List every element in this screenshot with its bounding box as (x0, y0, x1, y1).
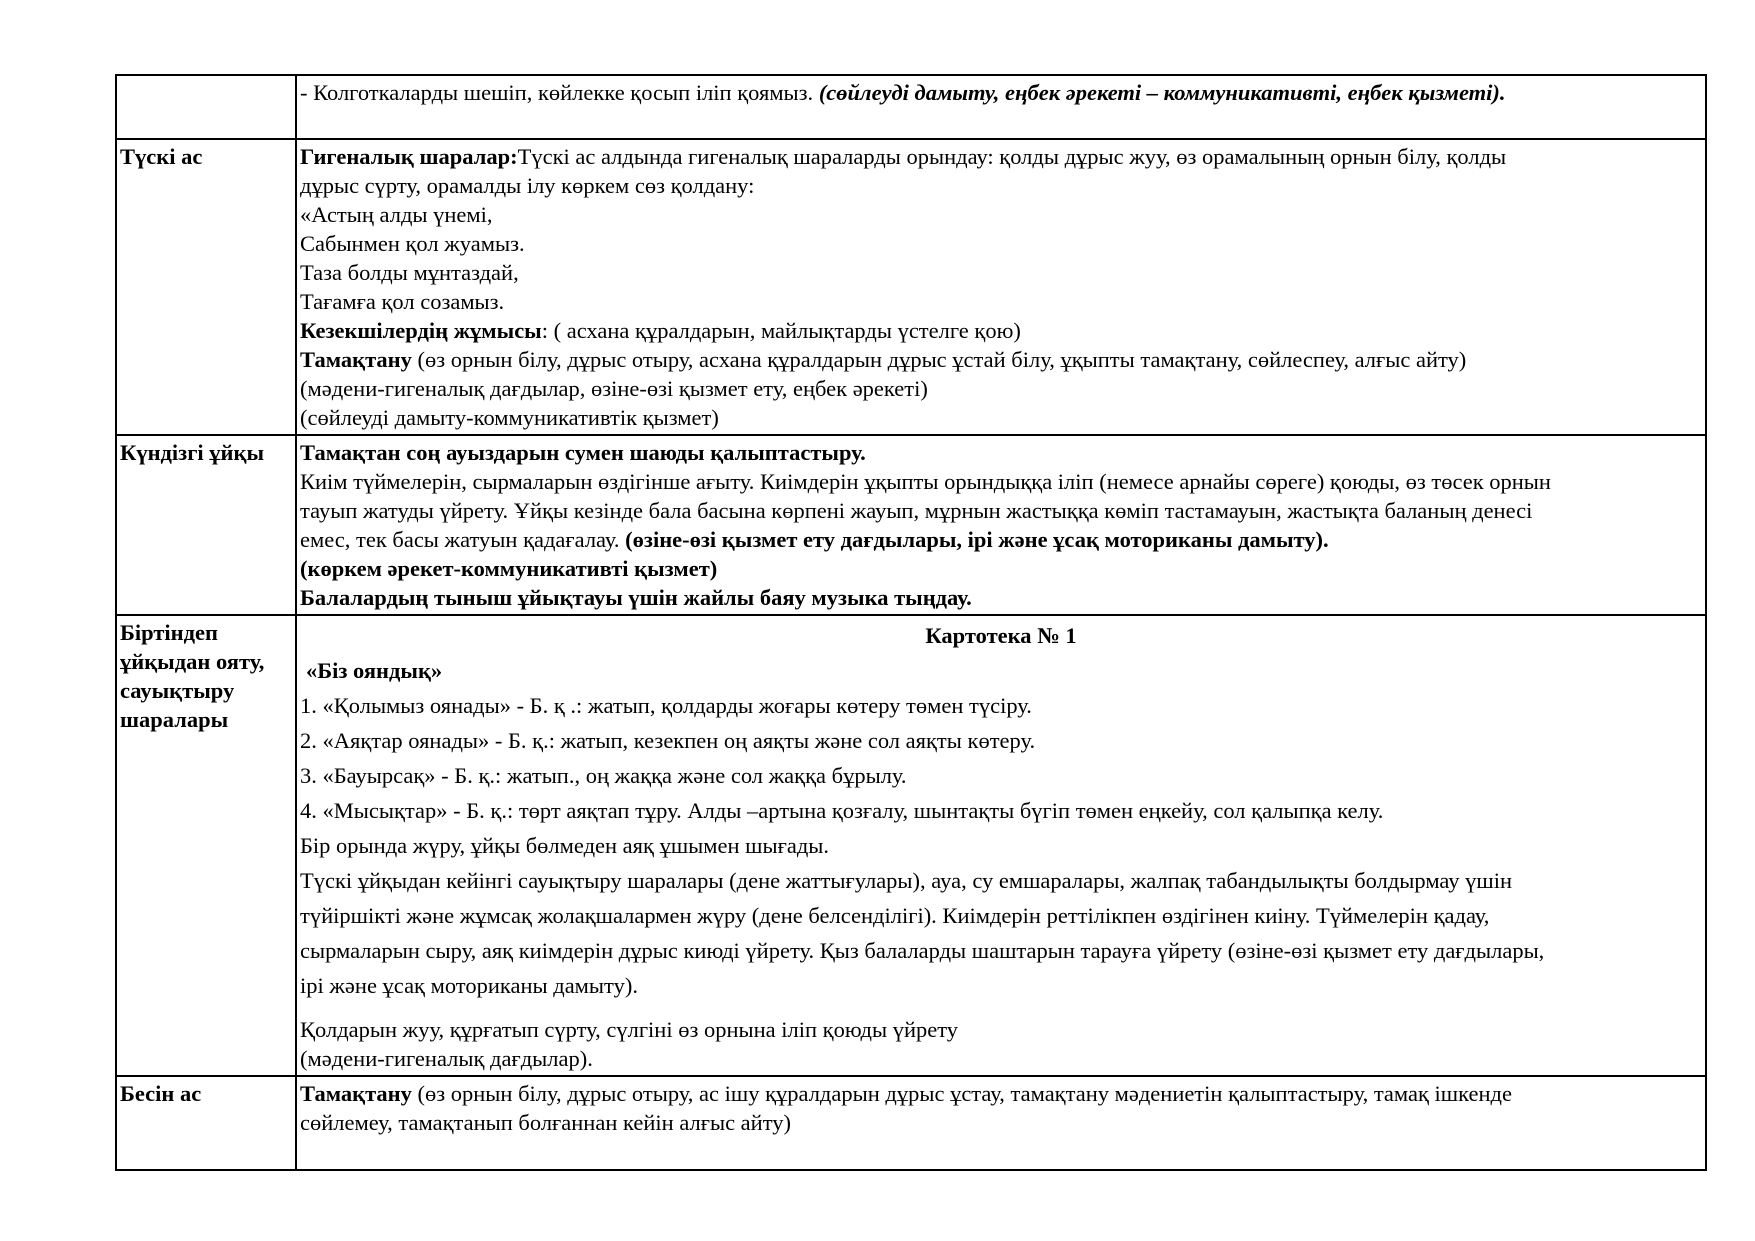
eating-heading: Тамақтану (300, 1081, 412, 1106)
text: : ( асхана құралдарын, майлықтарды үстелге қою) (541, 318, 1021, 343)
text: - Колготкаларды шешіп, көйлекке қосып іліп қоямыз. (300, 80, 819, 105)
text-line (300, 78, 1702, 107)
row-label: Түскі ас (116, 139, 296, 435)
table-row (116, 1076, 1706, 1170)
text-line (300, 316, 1702, 345)
eating-heading: Тамақтану (300, 347, 412, 372)
row-content (296, 615, 1706, 1076)
text: (өз орнын білу, дұрыс отыру, ас ішу құралдарын дұрыс ұстау, тамақтану мәдениетін қалыптастыру, тамақ ішкенде (411, 1081, 1512, 1106)
row-label: Бесін ас (116, 1076, 296, 1170)
text-line: (мәдени-гигеналық дағдылар, өзіне-өзі қызмет ету, еңбек әрекеті) (300, 376, 928, 401)
text-line: ірі және ұсақ моториканы дамыту). (300, 973, 638, 998)
text-line: сөйлемеу, тамақтанып болғаннан кейін алғыс айту) (300, 1110, 791, 1135)
spacer (300, 1003, 1702, 1015)
text-line: тауып жатуды үйрету. Ұйқы кезінде бала басына көрпені жауып, мұрнын жастыққа көміп тастамауын, жастықта баланың денесі (300, 498, 1533, 523)
row-content (296, 139, 1706, 435)
list-item: 3. «Бауырсақ» - Б. қ.: жатып., оң жаққа және сол жаққа бұрылу. (300, 763, 907, 788)
list-item: 1. «Қолымыз оянады» - Б. қ .: жатып, қолдарды жоғары көтеру төмен түсіру. (300, 693, 1032, 718)
row-content (296, 1076, 1706, 1170)
table-row (116, 615, 1706, 1076)
text-line: Киім түймелерін, сырмаларын өздігінше ағыту. Киімдерін ұқыпты орындыққа іліп (немесе арнайы сөреге) қоюды, өз төсек орнын (300, 469, 1551, 494)
text-line: түйіршікті және жұмсақ жолақшалармен жүру (дене белсенділігі). Киімдерін реттілікпен өздігінен киіну. Түймелерін қадау, (300, 903, 1490, 928)
row-label (116, 75, 296, 139)
activity-note: (сөйлеуді дамыту, еңбек әрекеті – коммуникативті, еңбек қызметі). (818, 80, 1506, 105)
table-row (116, 139, 1706, 435)
text-line (300, 345, 1702, 374)
text-line: Балалардың тыныш ұйықтауы үшін жайлы баяу музыка тыңдау. (300, 585, 972, 610)
poem-line: Таза болды мұнтаздай, (300, 260, 519, 285)
skills-note: (өзіне-өзі қызмет ету дағдылары, ірі және ұсақ моториканы дамыту). (625, 527, 1329, 552)
label-line: сауықтыру (120, 678, 235, 703)
table-row (116, 75, 1706, 139)
text-line: сырмаларын сыру, аяқ киімдерін дұрыс киюді үйрету. Қыз балаларды шаштарын тарауға үйрету (өзіне-өзі қызмет ету дағдылары, (300, 938, 1545, 963)
poem-line: Тағамға қол созамыз. (300, 289, 505, 314)
text: (өз орнын білу, дұрыс отыру, асхана құралдарын дұрыс ұстай білу, ұқыпты тамақтану, сөйлеспеу, алғыс айту) (411, 347, 1467, 372)
text-line: Түскі ұйқыдан кейінгі сауықтыру шаралары (дене жаттығулары), ауа, су емшаралары, жалпақ табандылықты болдырмау үшін (300, 868, 1512, 893)
card-title: Картотека № 1 (925, 623, 1077, 648)
duty-heading: Кезекшілердің жұмысы (300, 318, 542, 343)
row-label: Күндізгі ұйқы (116, 435, 296, 615)
text-line: дұрыс сүрту, орамалды ілу көркем сөз қолдану: (300, 173, 755, 198)
text-line (300, 1079, 1702, 1108)
poem-line: «Астың алды үнемі, (300, 202, 493, 227)
text-line: (сөйлеуді дамыту-коммуникативтік қызмет) (300, 405, 719, 430)
text: Түскі ас алдында гигеналық шараларды орындау: қолды дұрыс жуу, өз орамалының орнын білу, қолды (517, 144, 1507, 169)
text-line: Бір орында жүру, ұйқы бөлмеден аяқ ұшымен шығады. (300, 833, 830, 858)
label-line: шаралары (120, 707, 229, 732)
list-item: 2. «Аяқтар оянады» - Б. қ.: жатып, кезекпен оң аяқты және сол аяқты көтеру. (300, 728, 1036, 753)
text: емес, тек басы жатуын қадағалау. (300, 527, 626, 552)
label-line: ұйқыдан ояту, (120, 649, 265, 674)
table-row (116, 435, 1706, 615)
daily-plan-table (115, 74, 1707, 1171)
row-content (296, 435, 1706, 615)
list-item: 4. «Мысықтар» - Б. қ.: төрт аяқтап тұру. Алды –артына қозғалу, шынтақты бүгіп төмен еңкейу, сол қалыпқа келу. (300, 798, 1384, 823)
hygiene-heading: Гигеналық шаралар: (300, 144, 518, 169)
text-line: Тамақтан соң ауыздарын сумен шаюды қалыптастыру. (300, 440, 866, 465)
row-content (296, 75, 1706, 139)
text-line: Қолдарын жуу, құрғатып сүрту, сүлгіні өз орнына іліп қоюды үйрету (300, 1017, 959, 1042)
text-line: (көркем әрекет-коммуникативті қызмет) (300, 556, 718, 581)
text-line: (мәдени-гигеналық дағдылар). (300, 1046, 593, 1071)
exercise-title: «Біз ояндық» (306, 658, 443, 683)
label-line: Біртіндеп (120, 620, 218, 645)
text-line (300, 142, 1702, 171)
poem-line: Сабынмен қол жуамыз. (300, 231, 525, 256)
row-label (116, 615, 296, 1076)
text-line (300, 525, 1702, 554)
